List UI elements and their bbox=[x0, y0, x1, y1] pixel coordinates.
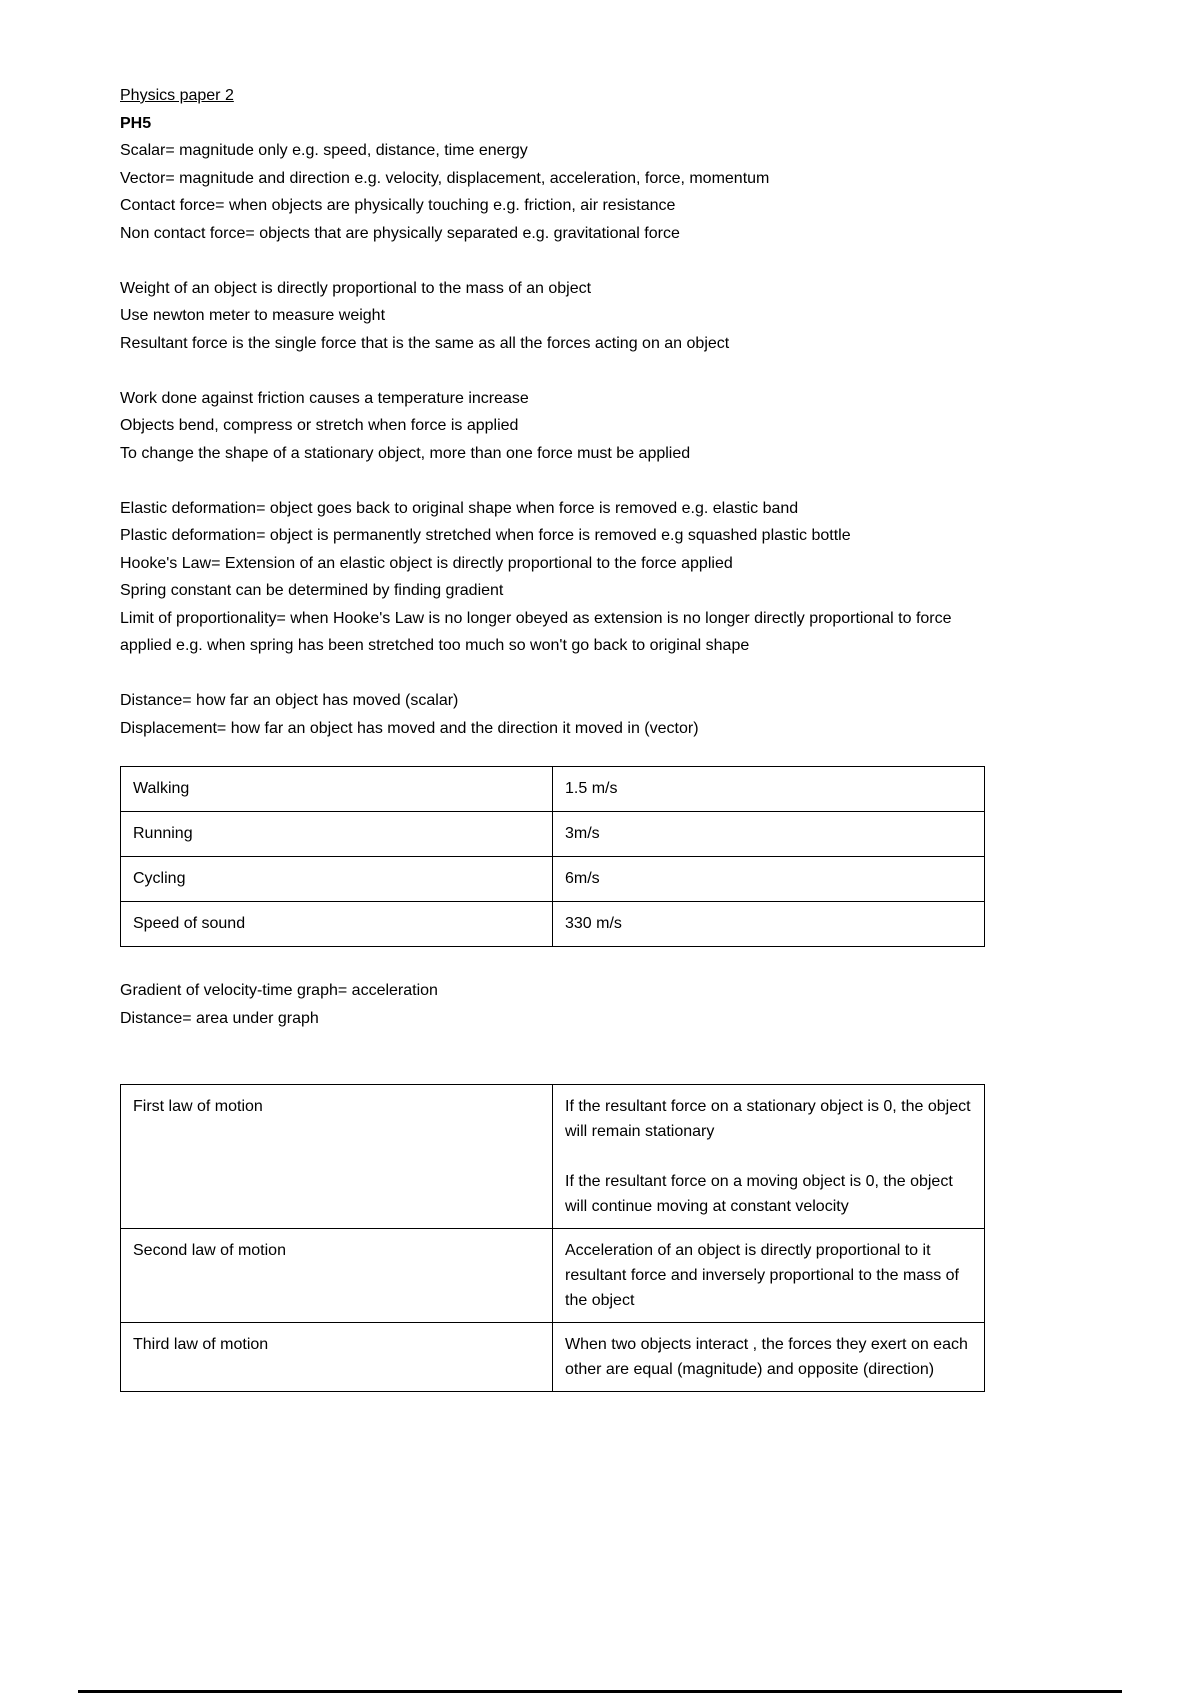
table-row bbox=[121, 1229, 985, 1323]
table-cell-label: Third law of motion bbox=[121, 1323, 553, 1392]
table-row bbox=[121, 902, 985, 947]
law-paragraph: Acceleration of an object is directly proportional to it resultant force and inversely proportional to the mass of the object bbox=[565, 1242, 959, 1309]
blank-line bbox=[120, 660, 985, 688]
table-cell-label: Second law of motion bbox=[121, 1229, 553, 1323]
blank-line bbox=[120, 247, 985, 275]
law-paragraph: When two objects interact , the forces they exert on each other are equal (magnitude) and opposite (direction) bbox=[565, 1336, 968, 1378]
text-line: Weight of an object is directly proportional to the mass of an object bbox=[120, 279, 592, 297]
table-cell-label: Walking bbox=[121, 767, 553, 812]
page-bottom-divider bbox=[78, 1690, 1122, 1693]
text-line: Resultant force is the single force that is the same as all the forces acting on an object bbox=[120, 334, 730, 352]
text-line: To change the shape of a stationary object, more than one force must be applied bbox=[120, 444, 691, 462]
text-line: Use newton meter to measure weight bbox=[120, 307, 386, 324]
text-line: Objects bend, compress or stretch when force is applied bbox=[120, 417, 519, 434]
blank-line bbox=[120, 467, 985, 495]
table-row bbox=[121, 767, 985, 812]
table-cell-value bbox=[553, 1229, 985, 1323]
table-cell-label: First law of motion bbox=[121, 1085, 553, 1229]
text-line: Distance= area under graph bbox=[120, 1009, 319, 1027]
table-cell-value bbox=[553, 1085, 985, 1229]
graph-notes bbox=[120, 977, 985, 1032]
table-row bbox=[121, 812, 985, 857]
table-row bbox=[121, 857, 985, 902]
text-line: Elastic deformation= object goes back to original shape when force is removed e.g. elastic band bbox=[120, 499, 799, 517]
table-cell-label: Running bbox=[121, 812, 553, 857]
text-line: Plastic deformation= object is permanently stretched when force is removed e.g squashed plastic bottle bbox=[120, 527, 851, 544]
doc-heading: PH5 bbox=[120, 114, 152, 132]
text-line: Distance= how far an object has moved (scalar) bbox=[120, 692, 459, 709]
table-cell-value: 6m/s bbox=[553, 857, 985, 902]
table-cell-value: 330 m/s bbox=[553, 902, 985, 947]
table-row bbox=[121, 1323, 985, 1392]
table-cell-label: Cycling bbox=[121, 857, 553, 902]
text-line: Vector= magnitude and direction e.g. velocity, displacement, acceleration, force, momentum bbox=[120, 169, 770, 187]
doc-title: Physics paper 2 bbox=[120, 87, 234, 104]
table-cell-label: Speed of sound bbox=[121, 902, 553, 947]
speed-table bbox=[120, 766, 985, 947]
table-cell-value bbox=[553, 1323, 985, 1392]
text-line: Scalar= magnitude only e.g. speed, distance, time energy bbox=[120, 142, 528, 159]
text-line: Spring constant can be determined by finding gradient bbox=[120, 582, 504, 599]
text-line: Hooke's Law= Extension of an elastic object is directly proportional to the force applied bbox=[120, 554, 733, 572]
text-line: Gradient of velocity-time graph= acceleration bbox=[120, 982, 438, 999]
text-line: Displacement= how far an object has moved and the direction it moved in (vector) bbox=[120, 719, 699, 737]
table-row bbox=[121, 1085, 985, 1229]
text-line: Work done against friction causes a temperature increase bbox=[120, 389, 529, 407]
table-cell-value: 3m/s bbox=[553, 812, 985, 857]
text-line: Limit of proportionality= when Hooke's Law is no longer obeyed as extension is no longer directly proportional to force applied e.g. when spring has been stretched too much so won't go back to original shape bbox=[120, 609, 952, 654]
laws-table bbox=[120, 1084, 985, 1392]
text-line: Contact force= when objects are physically touching e.g. friction, air resistance bbox=[120, 197, 676, 214]
table-cell-value: 1.5 m/s bbox=[553, 767, 985, 812]
law-paragraph: If the resultant force on a stationary object is 0, the object will remain stationary bbox=[565, 1098, 971, 1140]
blank-line bbox=[120, 357, 985, 385]
law-paragraph: If the resultant force on a moving object is 0, the object will continue moving at constant velocity bbox=[565, 1173, 953, 1215]
text-line: Non contact force= objects that are physically separated e.g. gravitational force bbox=[120, 224, 680, 242]
